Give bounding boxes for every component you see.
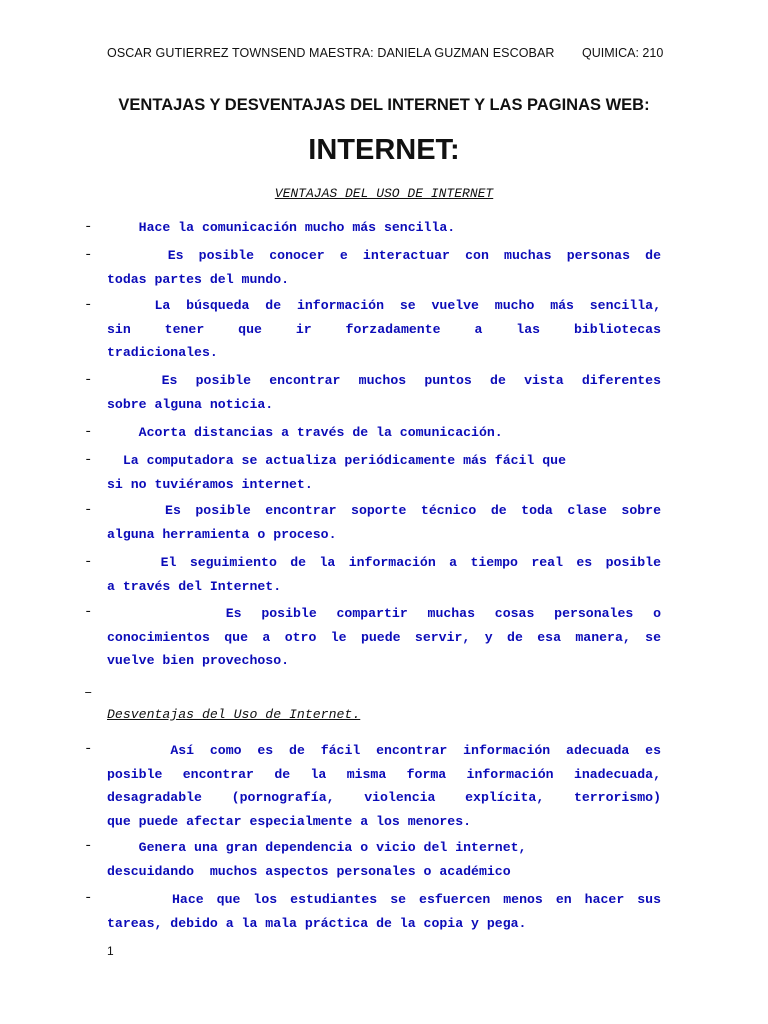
ventaja-item bbox=[107, 421, 661, 445]
bullet-dash: - bbox=[84, 247, 93, 263]
item-line: vuelve bien provechoso. bbox=[107, 653, 290, 668]
header-author-teacher: OSCAR GUTIERREZ TOWNSEND MAESTRA: DANIELA GUZMAN ESCOBAR bbox=[107, 46, 555, 60]
bullet-dash: - bbox=[84, 741, 93, 757]
ventaja-item bbox=[107, 499, 661, 546]
item-line: Hace la comunicación mucho más sencilla. bbox=[107, 220, 456, 235]
ventaja-item bbox=[107, 551, 661, 598]
section-title: INTERNET: bbox=[308, 134, 460, 166]
bullet-dash: - bbox=[84, 424, 93, 440]
bullet-dash-empty: – bbox=[84, 685, 93, 701]
ventaja-item bbox=[107, 244, 661, 291]
item-line: descuidando muchos aspectos personales o académico bbox=[107, 863, 511, 879]
desventaja-item bbox=[107, 739, 661, 833]
item-line: Es posible compartir muchas cosas personales o bbox=[225, 606, 661, 621]
page-number: 1 bbox=[107, 944, 114, 958]
item-line: sobre alguna noticia. bbox=[107, 396, 274, 412]
bullet-dash: - bbox=[84, 554, 93, 570]
ventajas-heading: VENTAJAS DEL USO DE INTERNET bbox=[274, 186, 494, 201]
ventaja-item bbox=[107, 369, 661, 416]
item-line: El seguimiento de la información a tiempo real es posible bbox=[160, 555, 662, 570]
item-line: posible encontrar de la misma forma información inadecuada, bbox=[107, 766, 661, 782]
item-line: tradicionales. bbox=[107, 345, 218, 360]
item-line: Es posible encontrar muchos puntos de vista diferentes bbox=[161, 373, 661, 388]
header-course: QUIMICA: 210 bbox=[582, 46, 664, 60]
item-line: si no tuviéramos internet. bbox=[107, 476, 313, 492]
bullet-dash: - bbox=[84, 838, 93, 854]
item-line: desagradable (pornografía, violencia explícita, terrorismo) bbox=[107, 790, 661, 805]
item-line: Es posible encontrar soporte técnico de toda clase sobre bbox=[165, 503, 661, 518]
item-line: Hace que los estudiantes se esfuercen menos en hacer sus bbox=[172, 892, 661, 907]
item-line: a través del Internet. bbox=[107, 578, 282, 594]
item-line: tareas, debido a la mala práctica de la copia y pega. bbox=[107, 915, 527, 931]
item-line: Así como es de fácil encontrar información adecuada es bbox=[170, 743, 661, 758]
item-line: alguna herramienta o proceso. bbox=[107, 526, 337, 542]
bullet-dash: - bbox=[84, 297, 93, 313]
item-line: Es posible conocer e interactuar con muchas personas de bbox=[167, 248, 661, 263]
document-title: VENTAJAS Y DESVENTAJAS DEL INTERNET Y LAS PAGINAS WEB: bbox=[118, 96, 650, 114]
item-line: conocimientos que a otro le puede servir, y de esa manera, se bbox=[107, 629, 661, 645]
bullet-dash: - bbox=[84, 502, 93, 518]
bullet-dash: - bbox=[84, 452, 93, 468]
ventaja-item bbox=[107, 216, 661, 240]
item-line: que puede afectar especialmente a los menores. bbox=[107, 813, 472, 829]
item-line: todas partes del mundo. bbox=[107, 271, 290, 287]
ventaja-item bbox=[107, 602, 661, 673]
desventaja-item bbox=[107, 836, 661, 883]
item-line: La búsqueda de información se vuelve mucho más sencilla, bbox=[154, 298, 661, 313]
bullet-dash: - bbox=[84, 890, 93, 906]
ventaja-item bbox=[107, 294, 661, 365]
item-line: Acorta distancias a través de la comunicación. bbox=[107, 425, 503, 440]
item-line: Genera una gran dependencia o vicio del internet, bbox=[107, 840, 527, 855]
item-line: La computadora se actualiza periódicamente más fácil que bbox=[107, 453, 566, 468]
bullet-dash: - bbox=[84, 372, 93, 388]
desventajas-heading: Desventajas del Uso de Internet. bbox=[107, 707, 361, 722]
ventaja-item bbox=[107, 449, 661, 496]
desventaja-item bbox=[107, 888, 661, 935]
bullet-dash: - bbox=[84, 219, 93, 235]
bullet-dash: - bbox=[84, 604, 93, 620]
item-line: sin tener que ir forzadamente a las bibliotecas bbox=[107, 321, 661, 337]
